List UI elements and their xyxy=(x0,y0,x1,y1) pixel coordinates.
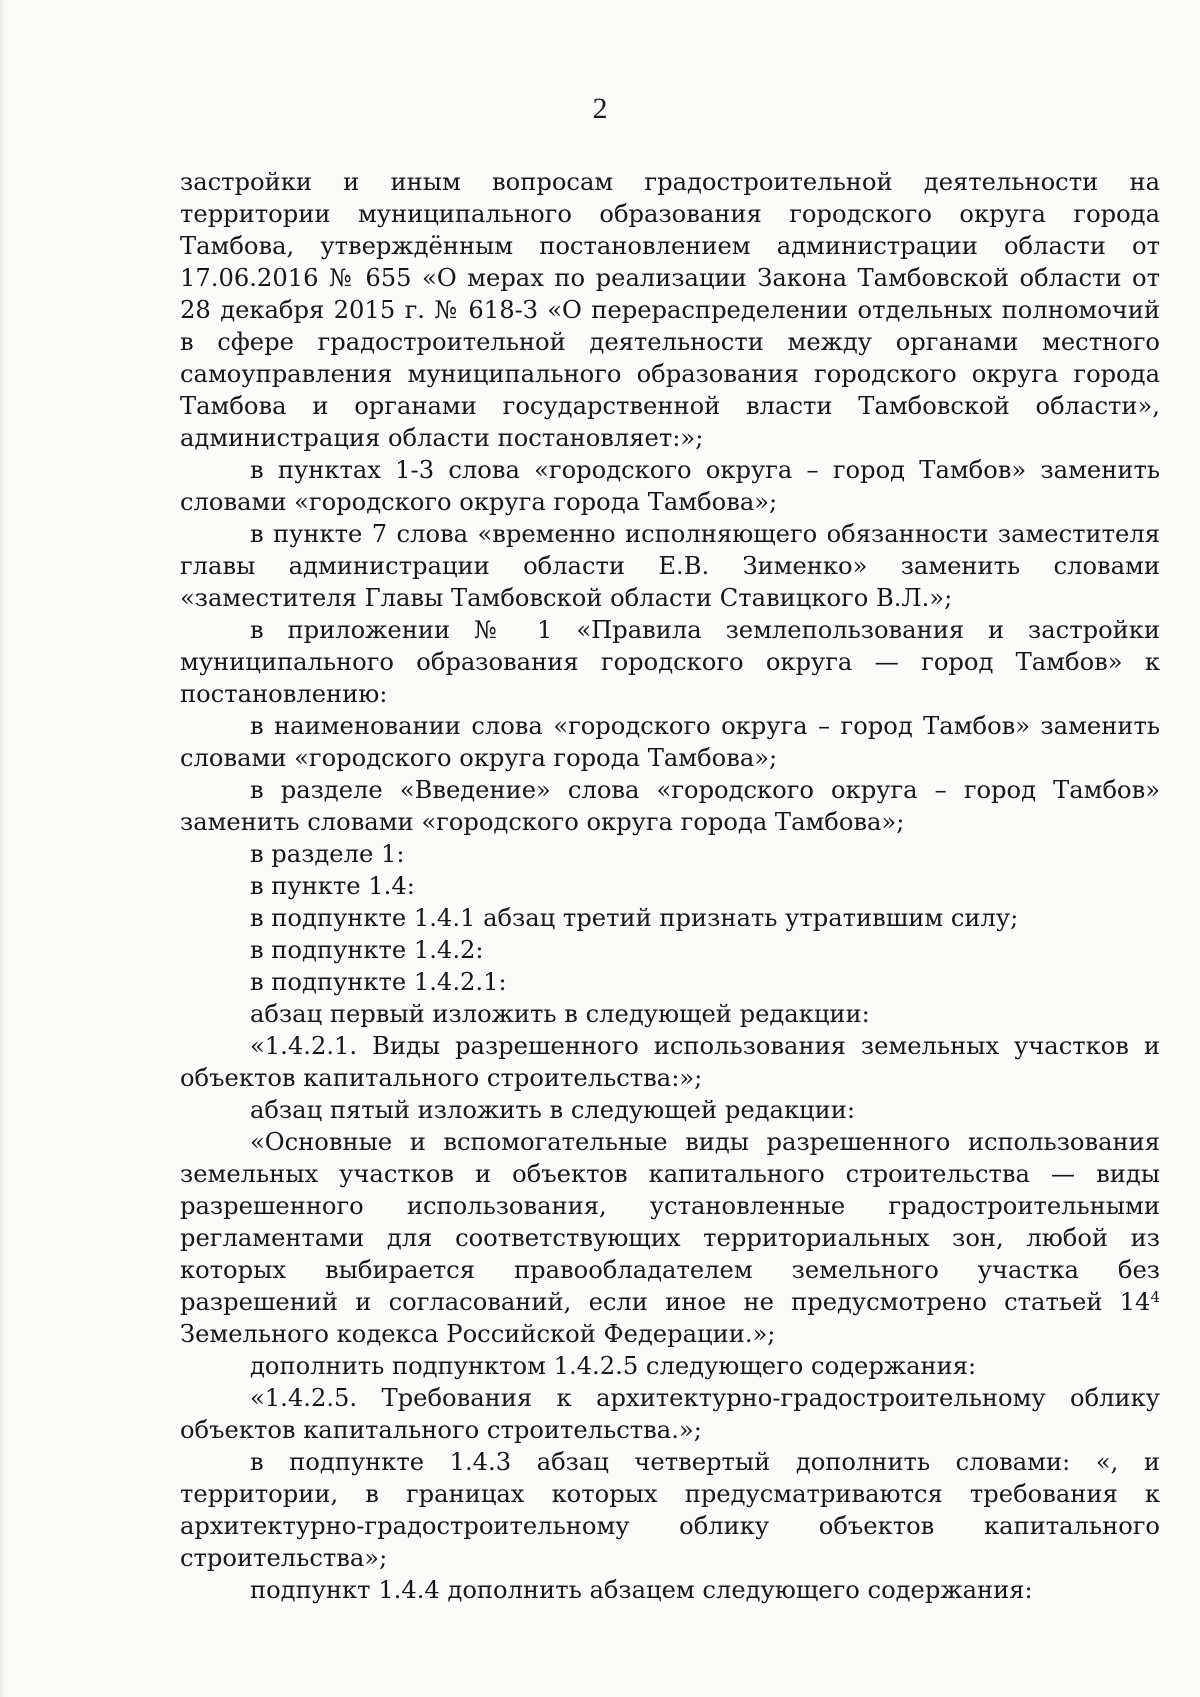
paragraph-title-change: в наименовании слова «городского округа – город Тамбов» заменить словами «городского округа города Тамбова»; xyxy=(180,712,1160,772)
paragraph-subitem-1-4-2: в подпункте 1.4.2: xyxy=(250,936,484,964)
paragraph-quote-1-4-2-1: «1.4.2.1. Виды разрешенного использования земельных участков и объектов капитального строительства:»; xyxy=(180,1032,1160,1092)
quote-main-types-text: «Основные и вспомогательные виды разрешенного использования земельных участков и объектов капитального строительства — виды разрешенного использования, установленные градостроительными регламентами для соответствующих территориальных зон, любой из которых выбирается правообладателем земельного участка без разрешений и согласований, если иное не предусмотрено статьей 14 xyxy=(180,1128,1160,1316)
paragraph-introduction-change: в разделе «Введение» слова «городского округа – город Тамбов» заменить словами «городского округа города Тамбова»; xyxy=(180,776,1160,836)
page-number: 2 xyxy=(592,92,608,125)
paragraph-section-1: в разделе 1: xyxy=(250,840,405,868)
paragraph-item-1-4: в пункте 1.4: xyxy=(250,872,415,900)
paragraph-first-abzac-edit: абзац первый изложить в следующей редакции: xyxy=(250,1000,870,1028)
page-edge-shadow xyxy=(0,0,6,1697)
paragraph-fifth-abzac-edit: абзац пятый изложить в следующей редакции: xyxy=(250,1096,856,1124)
paragraph-preamble-continuation: застройки и иным вопросам градостроительной деятельности на территории муниципального образования городского округа города Тамбова, утверждённым постановлением администрации области от 17.06.2016 № 655 «О мерах по реализации Закона Тамбовской области от 28 декабря 2015 г. № 618-З «О перераспределении отдельных полномочий в сфере градостроительной деятельности между органами местного самоуправления муниципального образования городского округа города Тамбова и органами государственной власти Тамбовской области», администрация области постановляет:»; xyxy=(180,168,1160,452)
document-body xyxy=(180,166,1160,1606)
paragraph-subitem-1-4-2-1: в подпункте 1.4.2.1: xyxy=(250,968,507,996)
paragraph-subitem-1-4-1: в подпункте 1.4.1 абзац третий признать утратившим силу; xyxy=(250,904,1019,932)
paragraph-items-1-3: в пунктах 1-3 слова «городского округа – город Тамбов» заменить словами «городского округа города Тамбова»; xyxy=(180,456,1160,516)
paragraph-quote-1-4-2-5: «1.4.2.5. Требования к архитектурно-градостроительному облику объектов капитального строительства.»; xyxy=(180,1384,1160,1444)
quote-main-types-tail: Земельного кодекса Российской Федерации.»; xyxy=(180,1320,776,1348)
paragraph-appendix-1: в приложении № 1 «Правила землепользования и застройки муниципального образования городского округа — город Тамбов» к постановлению: xyxy=(180,616,1160,708)
article-superscript: 4 xyxy=(1150,1287,1160,1306)
paragraph-subitem-1-4-4: подпункт 1.4.4 дополнить абзацем следующего содержания: xyxy=(250,1576,1033,1604)
paragraph-quote-main-types xyxy=(180,1126,1160,1350)
paragraph-add-1-4-2-5: дополнить подпунктом 1.4.2.5 следующего содержания: xyxy=(250,1352,977,1380)
paragraph-item-7: в пункте 7 слова «временно исполняющего обязанности заместителя главы администрации области Е.В. Зименко» заменить словами «заместителя Главы Тамбовской области Ставицкого В.Л.»; xyxy=(180,520,1160,612)
paragraph-subitem-1-4-3: в подпункте 1.4.3 абзац четвертый дополнить словами: «, и территории, в границах которых предусматриваются требования к архитектурно-градостроительному облику объектов капитального строительства»; xyxy=(180,1448,1160,1572)
